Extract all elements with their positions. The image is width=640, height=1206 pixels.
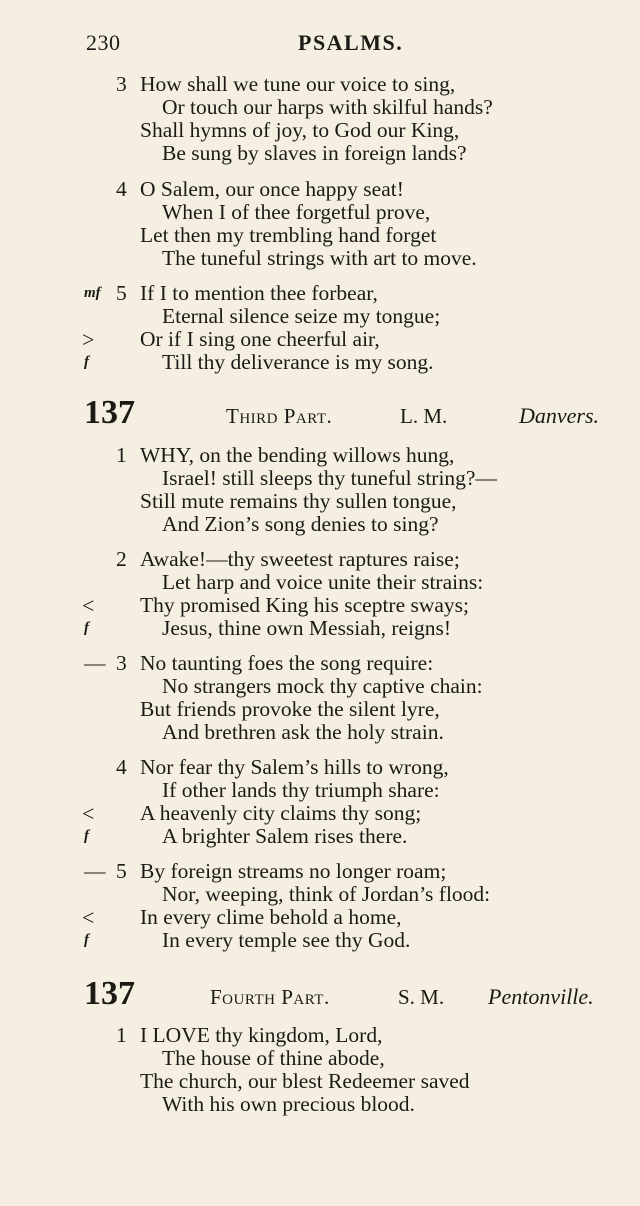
running-title: PSALMS. bbox=[298, 30, 404, 55]
verse-number: 5 bbox=[116, 281, 127, 305]
verse-line: If other lands thy triumph share: bbox=[162, 778, 440, 802]
tune-name: Danvers. bbox=[519, 403, 600, 428]
dynamic-mark: < bbox=[82, 801, 95, 826]
verse-line: — 5 By foreign streams no longer roam; bbox=[84, 859, 447, 883]
verse-line: < In every clime behold a home, bbox=[82, 905, 402, 930]
verse-number: 4 bbox=[116, 177, 127, 201]
verse-line: > Or if I sing one cheerful air, bbox=[82, 327, 380, 352]
psalm-meter: L. M. bbox=[400, 404, 448, 428]
verse-line: 3 How shall we tune our voice to sing, bbox=[116, 72, 456, 96]
psalm-heading bbox=[0, 394, 640, 434]
dynamic-mark: f bbox=[84, 828, 89, 844]
verse-line: No strangers mock thy captive chain: bbox=[162, 674, 483, 698]
verse-line: f Jesus, thine own Messiah, reigns! bbox=[84, 616, 452, 640]
verse-line: 1 WHY, on the bending willows hung, bbox=[116, 443, 455, 467]
psalm-number: 137 bbox=[84, 975, 135, 1012]
verse-line: Nor, weeping, think of Jordan’s flood: bbox=[162, 882, 491, 906]
verse-line: The tuneful strings with art to move. bbox=[162, 246, 477, 270]
psalm-part: Fourth Part. bbox=[210, 985, 330, 1009]
verse-line: — 3 No taunting foes the song require: bbox=[84, 651, 434, 675]
dynamic-mark: mf bbox=[84, 285, 101, 301]
verse-line: And Zion’s song denies to sing? bbox=[162, 512, 439, 536]
verse-line: The house of thine abode, bbox=[162, 1046, 385, 1070]
verse-number: 2 bbox=[116, 547, 127, 571]
verse-line: But friends provoke the silent lyre, bbox=[140, 697, 440, 721]
verse-line: Let then my trembling hand forget bbox=[140, 223, 437, 247]
psalm-part: Third Part. bbox=[226, 404, 333, 428]
verse-line: < A heavenly city claims thy song; bbox=[82, 801, 422, 826]
verse-line: Let harp and voice unite their strains: bbox=[162, 570, 484, 594]
verse-line: And brethren ask the holy strain. bbox=[162, 720, 444, 744]
verse-line: 1 I LOVE thy kingdom, Lord, bbox=[116, 1023, 383, 1047]
verse-number: 4 bbox=[116, 755, 127, 779]
dynamic-mark: < bbox=[82, 593, 95, 618]
psalm-heading bbox=[0, 975, 640, 1015]
psalm-meter: S. M. bbox=[398, 985, 445, 1009]
verse-line: Be sung by slaves in foreign lands? bbox=[162, 141, 467, 165]
verse-line: < Thy promised King his sceptre sways; bbox=[82, 593, 470, 618]
verse-number: 5 bbox=[116, 859, 127, 883]
verse-line: 4 Nor fear thy Salem’s hills to wrong, bbox=[116, 755, 449, 779]
dynamic-mark: f bbox=[84, 354, 89, 370]
verse-line: Still mute remains thy sullen tongue, bbox=[140, 489, 457, 513]
verse-line: When I of thee forgetful prove, bbox=[162, 200, 431, 224]
verse-line: f Till thy deliverance is my song. bbox=[84, 350, 434, 374]
dynamic-mark: < bbox=[82, 905, 95, 930]
verse-line: f In every temple see thy God. bbox=[84, 928, 411, 952]
verse-number: 3 bbox=[116, 651, 127, 675]
verse-number: 1 bbox=[116, 1023, 127, 1047]
verse-line: 4 O Salem, our once happy seat! bbox=[116, 177, 404, 201]
verse-number: 3 bbox=[116, 72, 127, 96]
verse-line: 2 Awake!—thy sweetest raptures raise; bbox=[116, 547, 460, 571]
dynamic-mark: f bbox=[84, 932, 89, 948]
verse-line: Israel! still sleeps thy tuneful string?— bbox=[162, 466, 497, 490]
verse-line: f A brighter Salem rises there. bbox=[84, 824, 408, 848]
verse-line: With his own precious blood. bbox=[162, 1092, 415, 1116]
psalm-number: 137 bbox=[84, 394, 135, 431]
page-number: 230 bbox=[86, 30, 121, 55]
dynamic-mark: f bbox=[84, 620, 89, 636]
verse-line: Shall hymns of joy, to God our King, bbox=[140, 118, 460, 142]
verse-line: Or touch our harps with skilful hands? bbox=[162, 95, 493, 119]
tune-name: Pentonville. bbox=[488, 984, 594, 1009]
verse-line: mf 5 If I to mention thee forbear, bbox=[84, 281, 378, 305]
verse-number: 1 bbox=[116, 443, 127, 467]
verse-line: Eternal silence seize my tongue; bbox=[162, 304, 441, 328]
dynamic-mark: > bbox=[82, 327, 95, 352]
dash-mark: — bbox=[84, 859, 106, 883]
page-header bbox=[0, 30, 640, 58]
verse-line: The church, our blest Redeemer saved bbox=[140, 1069, 470, 1093]
dash-mark: — bbox=[84, 651, 106, 675]
